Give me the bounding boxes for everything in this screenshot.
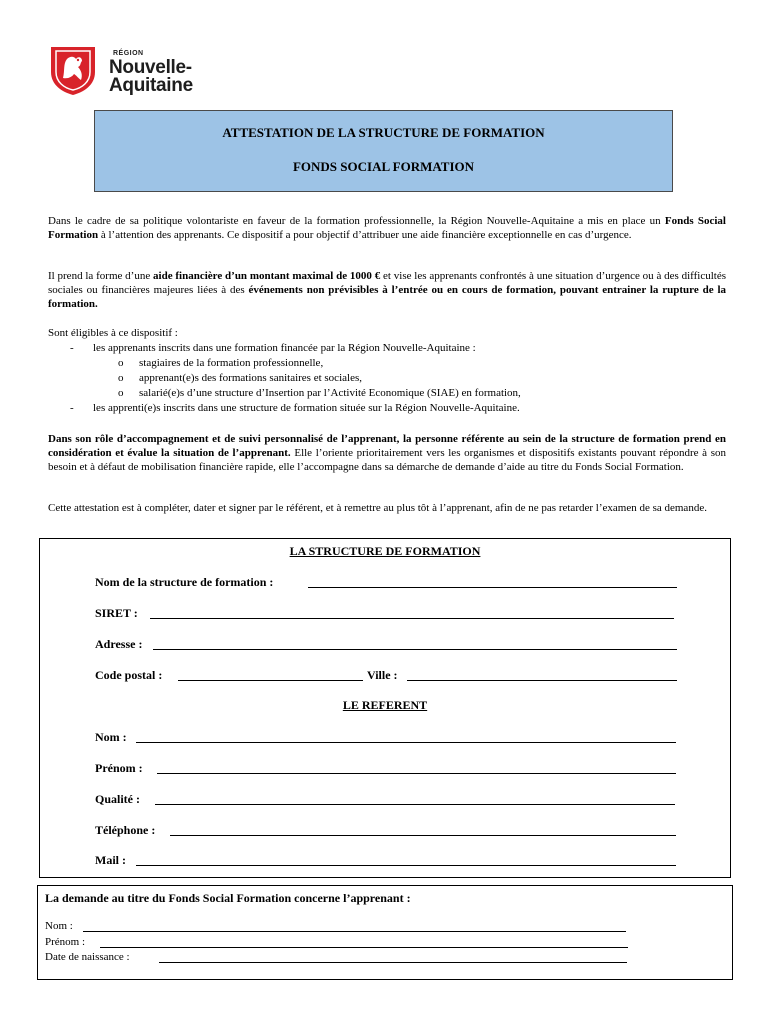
apprenant-name-label: Nom : — [45, 920, 73, 932]
aid-text: Il prend la forme d’une — [48, 270, 154, 282]
postal-code-field[interactable] — [178, 680, 363, 681]
role-text: Elle l’oriente prioritairement vers les organismes et dispositifs existants pouvant répondre à son besoin et à défaut de mobilisation financière rapide, elle l’accompagne dans sa démarche de demande d’aide au titre du Fonds Social Formation. — [48, 447, 727, 473]
logo-line-2: Aquitaine — [109, 75, 193, 96]
aid-conditions: événements non prévisibles à l’entrée ou en cours de formation, pouvant entrainer la rupture de la formation. — [48, 284, 726, 310]
apprenant-firstname-field[interactable] — [100, 947, 628, 948]
lion-shield-icon — [48, 44, 104, 96]
address-field[interactable] — [153, 649, 677, 650]
intro-bold: Fonds Social Formation — [48, 215, 726, 241]
list-item-text: les apprenants inscrits dans une formation financée par la Région Nouvelle-Aquitaine : — [93, 342, 476, 354]
address-label: Adresse : — [95, 637, 143, 651]
list-item-text: les apprenti(e)s inscrits dans une structure de formation située sur la Région Nouvelle-Aquitaine. — [93, 402, 520, 414]
apprenant-birthdate-label: Date de naissance : — [45, 951, 130, 963]
siret-label: SIRET : — [95, 606, 138, 620]
aid-paragraph — [48, 269, 726, 311]
referent-phone-label: Téléphone : — [95, 823, 156, 837]
referent-quality-label: Qualité : — [95, 792, 140, 806]
bullet-marker: o — [118, 387, 124, 399]
aid-text-mid: et vise les apprenants confrontés à une situation d’urgence ou à des difficultés sociales ou financières majeures liées à des — [48, 270, 726, 296]
apprenant-birthdate-field[interactable] — [159, 962, 627, 963]
dash-marker: - — [70, 342, 74, 354]
city-label: Ville : — [367, 668, 398, 682]
apprenant-form — [37, 885, 733, 980]
city-field[interactable] — [407, 680, 677, 681]
apprenant-name-field[interactable] — [83, 931, 626, 932]
intro-text-end: à l’attention des apprenants. Ce dispositif a pour objectif d’attribuer une aide financière exceptionnelle en cas d’urgence. — [98, 229, 632, 241]
structure-form — [39, 538, 731, 878]
referent-firstname-label: Prénom : — [95, 761, 143, 775]
referent-mail-field[interactable] — [136, 865, 676, 866]
bullet-marker: o — [118, 372, 124, 384]
intro-text: Dans le cadre de sa politique volontariste en faveur de la formation professionnelle, la Région Nouvelle-Aquitaine a mis en place un — [48, 215, 665, 227]
apprenant-title: La demande au titre du Fonds Social Formation concerne l’apprenant : — [45, 891, 411, 905]
list-item — [48, 341, 726, 356]
apprenant-firstname-label: Prénom : — [45, 936, 86, 948]
list-item — [48, 386, 726, 401]
eligibility-intro: Sont éligibles à ce dispositif : — [48, 327, 178, 339]
list-item-text: apprenant(e)s des formations sanitaires et sociales, — [139, 372, 362, 384]
referent-name-field[interactable] — [136, 742, 676, 743]
eligibility-section — [48, 326, 726, 416]
logo-line-1: Nouvelle- — [109, 57, 192, 78]
intro-paragraph — [48, 214, 726, 242]
list-item — [48, 371, 726, 386]
structure-name-label: Nom de la structure de formation : — [95, 575, 274, 589]
list-item-text: salarié(e)s d’une structure d’Insertion par l’Activité Economique (SIAE) en formation, — [139, 387, 521, 399]
referent-name-label: Nom : — [95, 730, 127, 744]
list-item-text: stagiaires de la formation professionnelle, — [139, 357, 324, 369]
document-title: ATTESTATION DE LA STRUCTURE DE FORMATION — [222, 125, 545, 140]
referent-phone-field[interactable] — [170, 835, 676, 836]
referent-firstname-field[interactable] — [157, 773, 676, 774]
postal-code-label: Code postal : — [95, 668, 163, 682]
instructions-paragraph: Cette attestation est à compléter, dater et signer par le référent, et à remettre au plus tôt à l’apprenant, afin de ne pas retarder l’examen de sa demande. — [48, 502, 707, 514]
structure-heading: LA STRUCTURE DE FORMATION — [289, 544, 481, 558]
referent-quality-field[interactable] — [155, 804, 675, 805]
list-item — [48, 356, 726, 371]
region-logo — [48, 44, 208, 96]
role-paragraph — [48, 432, 726, 474]
structure-name-field[interactable] — [308, 587, 677, 588]
logo-small-text: RÉGION — [113, 50, 144, 57]
list-item — [48, 401, 726, 416]
role-bold: Dans son rôle d’accompagnement et de suivi personnalisé de l’apprenant, la personne référente au sein de la structure de formation prend en considération et évalue la situation de l’apprenant. — [48, 433, 726, 459]
aid-amount: aide financière d’un montant maximal de 1000 € — [153, 270, 381, 282]
title-box — [94, 110, 673, 192]
document-subtitle: FONDS SOCIAL FORMATION — [292, 159, 475, 174]
siret-field[interactable] — [150, 618, 674, 619]
bullet-marker: o — [118, 357, 124, 369]
dash-marker: - — [70, 402, 74, 414]
referent-heading: LE REFERENT — [342, 698, 428, 712]
referent-mail-label: Mail : — [95, 853, 126, 867]
